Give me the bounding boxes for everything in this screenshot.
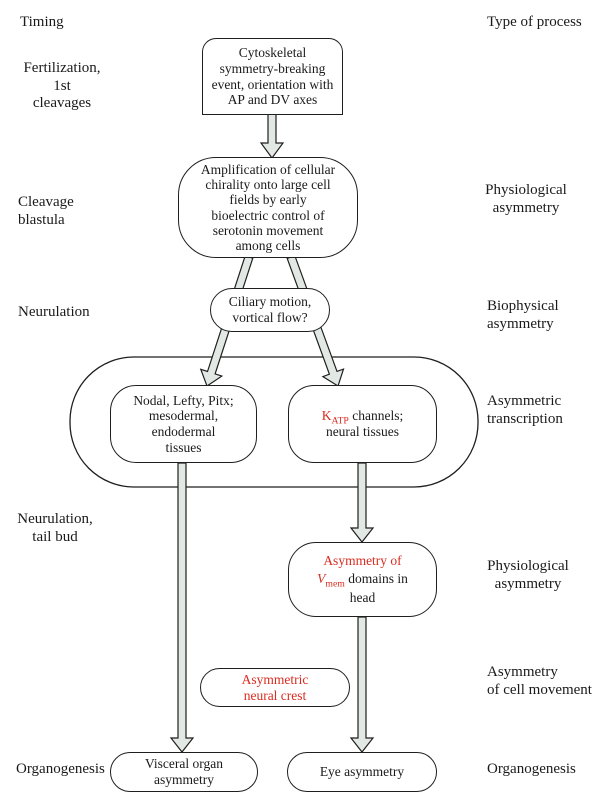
vmem-subscript: mem xyxy=(325,579,345,591)
node-line: bioelectric control of xyxy=(211,207,325,223)
process-label-physiological-1 xyxy=(484,182,568,217)
node-line: neural crest xyxy=(243,687,307,703)
node-visceral-organ-asymmetry xyxy=(110,752,258,792)
label-line: Asymmetry xyxy=(487,664,558,680)
node-line xyxy=(321,408,404,428)
node-line: fields by early xyxy=(229,192,307,208)
label-line: Asymmetric xyxy=(487,393,562,409)
vmem-symbol: V xyxy=(317,571,326,587)
node-line: asymmetry xyxy=(154,772,214,787)
node-asymmetric-neural-crest xyxy=(200,668,350,707)
node-line: Cytoskeletal xyxy=(238,45,307,61)
katp-symbol: K xyxy=(321,408,332,424)
label-line: tail bud xyxy=(32,528,78,545)
process-label-organogenesis: Organogenesis xyxy=(487,761,576,777)
node-line: symmetry-breaking xyxy=(219,60,326,76)
label-line: Physiological xyxy=(487,558,569,574)
node-eye-asymmetry: Eye asymmetry xyxy=(287,752,437,792)
label-line: of cell movement xyxy=(487,681,592,698)
node-line xyxy=(317,570,408,591)
node-line: Ciliary motion, xyxy=(228,294,312,310)
timing-column-header: Timing xyxy=(20,14,64,30)
label-line: asymmetry xyxy=(494,575,562,592)
node-line: among cells xyxy=(235,238,301,253)
label-line: Cleavage xyxy=(18,194,74,210)
node-katp-channels xyxy=(288,385,437,463)
node-line: Asymmetric xyxy=(241,671,309,687)
katp-rest: channels; xyxy=(348,408,404,424)
timing-label-cleavage-blastula xyxy=(18,194,74,229)
node-line: Asymmetry of xyxy=(323,553,402,569)
label-line: asymmetry xyxy=(492,199,560,216)
arrow-nodal-to-visceral xyxy=(171,463,193,752)
node-vmem-asymmetry xyxy=(288,542,437,617)
timing-label-organogenesis: Organogenesis xyxy=(16,761,105,777)
label-line: Physiological xyxy=(485,182,567,198)
process-column-header: Type of process xyxy=(487,14,582,30)
process-label-cell-movement xyxy=(487,664,592,699)
node-line: AP and DV axes xyxy=(227,92,318,108)
node-line: Visceral organ xyxy=(144,756,224,772)
katp-subscript: ATP xyxy=(331,416,349,428)
node-nodal-lefty-pitx xyxy=(110,385,257,463)
node-amplification-chirality xyxy=(178,157,358,258)
timing-label-neurulation-tailbud xyxy=(14,511,96,546)
timing-label-fertilization xyxy=(14,60,110,113)
timing-label-neurulation: Neurulation xyxy=(18,304,90,320)
label-line: asymmetry xyxy=(487,315,554,332)
label-line: cleavages xyxy=(32,95,92,112)
label-line: Neurulation, xyxy=(17,511,93,527)
arrow-cytoskeletal-to-amplification xyxy=(261,113,283,158)
label-line: transcription xyxy=(487,410,563,427)
node-line: tissues xyxy=(165,439,202,455)
node-line: head xyxy=(349,589,376,605)
node-line: mesodermal, xyxy=(148,408,219,424)
node-line: Nodal, Lefty, Pitx; xyxy=(133,392,234,408)
label-line: Biophysical xyxy=(487,298,559,314)
vmem-rest: domains in xyxy=(344,571,408,587)
node-line: event, orientation with xyxy=(211,76,334,92)
node-line: serotonin movement xyxy=(212,222,324,238)
node-line: neural tissues xyxy=(325,424,400,439)
node-ciliary-motion xyxy=(210,288,330,332)
arrow-vmem-to-eye xyxy=(351,617,373,752)
node-line: chirality onto large cell xyxy=(205,177,331,192)
node-line: endodermal xyxy=(151,424,216,439)
process-label-asymmetric-transcription xyxy=(487,393,563,428)
label-line: blastula xyxy=(18,211,65,228)
node-cytoskeletal-symmetry-breaking xyxy=(202,38,343,115)
process-label-biophysical xyxy=(487,298,559,333)
process-label-physiological-2 xyxy=(486,558,570,593)
label-line: Fertilization, 1st xyxy=(23,60,101,94)
node-line: vortical flow? xyxy=(232,310,308,325)
node-line: Amplification of cellular xyxy=(200,161,336,177)
